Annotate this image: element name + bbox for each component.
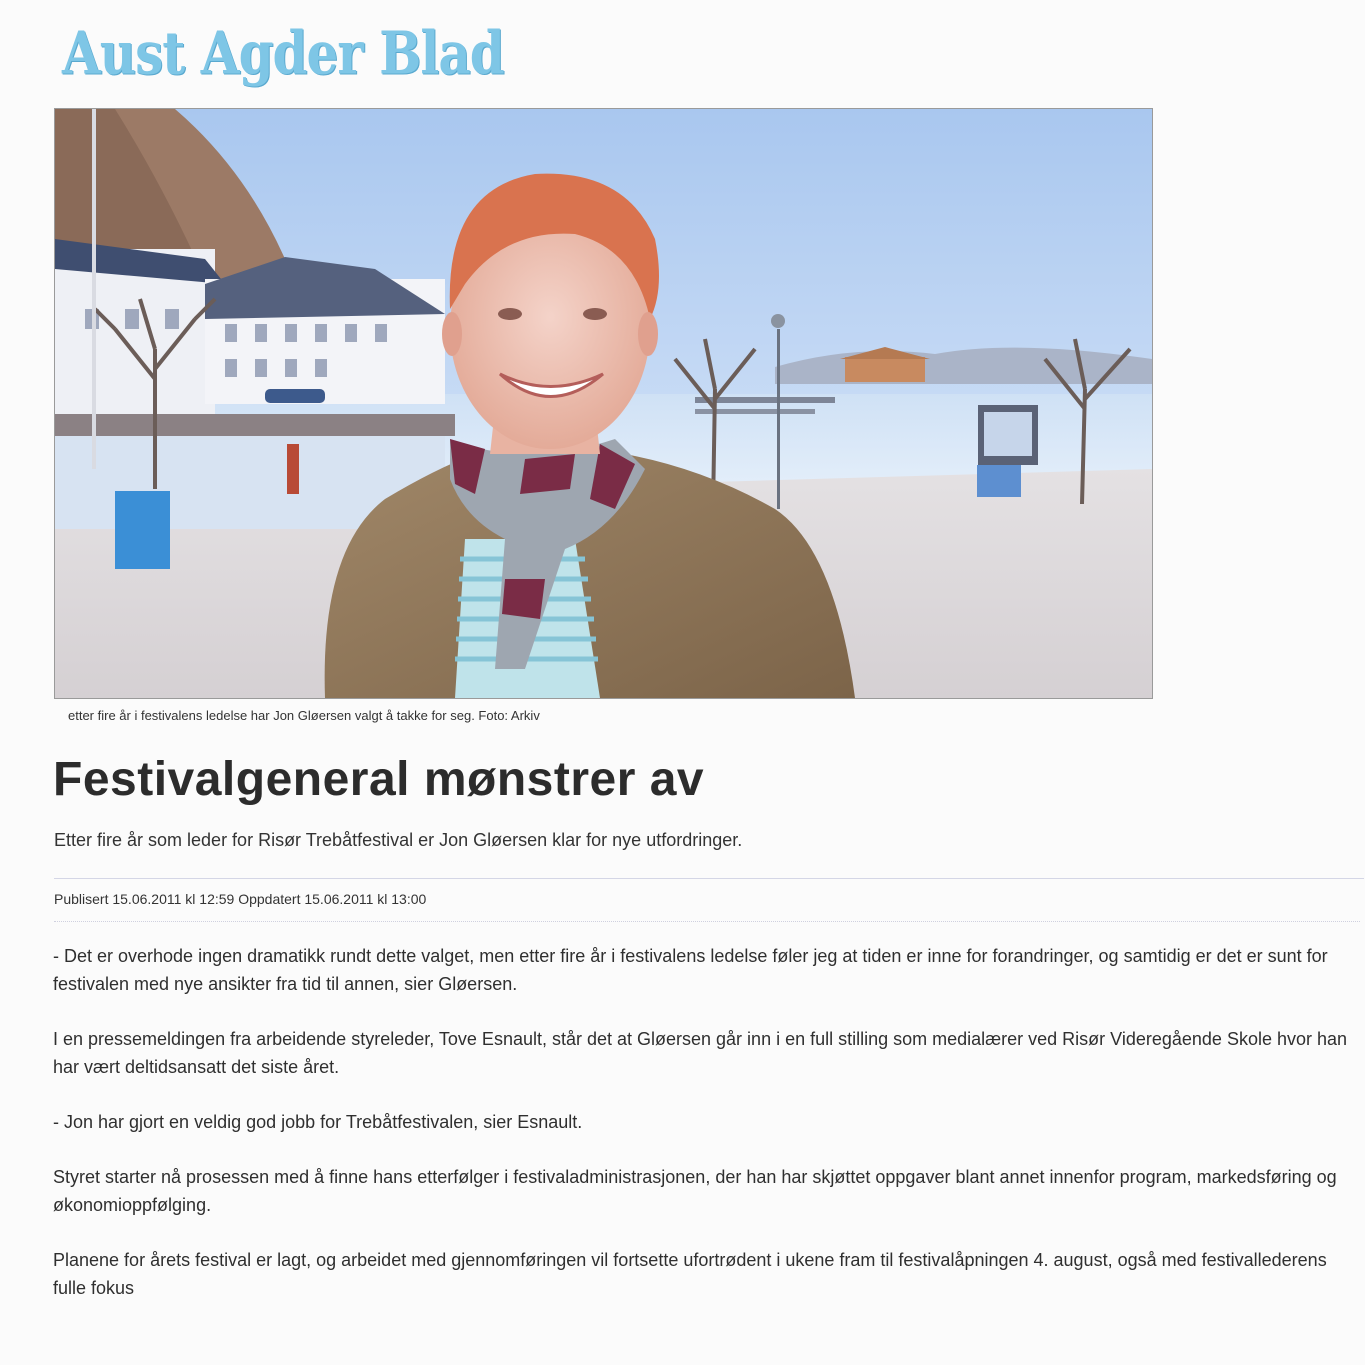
publish-info xyxy=(54,878,1364,922)
body-paragraph: Styret starter nå prosessen med å finne hans etterfølger i festivaladministrasjonen, der han har skjøttet oppgaver blant annet innenfor program, markedsføring og økonomioppfølging. xyxy=(53,1167,1337,1215)
newspaper-masthead-logo: Aust Agder Blad xyxy=(62,18,504,88)
body-paragraph: Planene for årets festival er lagt, og arbeidet med gjennomføringen vil fortsette ufortrødent i ukene fram til festivalåpningen 4. august, også med festivallederens fulle fokus xyxy=(53,1250,1327,1298)
article-headline: Festivalgeneral mønstrer av xyxy=(53,753,705,806)
article-body xyxy=(53,942,1353,1329)
photo-caption: etter fire år i festivalens ledelse har Jon Gløersen valgt å takke for seg. Foto: Arkiv xyxy=(68,708,540,723)
body-paragraph: - Det er overhode ingen dramatikk rundt dette valget, men etter fire år i festivalens ledelse føler jeg at tiden er inne for forandringer, og samtidig er det er sunt for festivalen med nye ansikter fra tid til annen, sier Gløersen. xyxy=(53,946,1328,994)
body-paragraph: I en pressemeldingen fra arbeidende styreleder, Tove Esnault, står det at Gløersen går inn i en full stilling som medialærer ved Risør Videregående Skole hvor han har vært deltidsansatt det siste året. xyxy=(53,1029,1348,1077)
divider xyxy=(54,921,1360,922)
article-photo xyxy=(54,108,1153,699)
article-ingress: Etter fire år som leder for Risør Trebåtfestival er Jon Gløersen klar for nye utfordringer. xyxy=(54,830,743,850)
publish-timestamps: Publisert 15.06.2011 kl 12:59 Oppdatert 15.06.2011 kl 13:00 xyxy=(54,891,427,907)
body-paragraph: - Jon har gjort en veldig god jobb for Trebåtfestivalen, sier Esnault. xyxy=(53,1112,583,1132)
photo-illustration xyxy=(55,109,1152,698)
